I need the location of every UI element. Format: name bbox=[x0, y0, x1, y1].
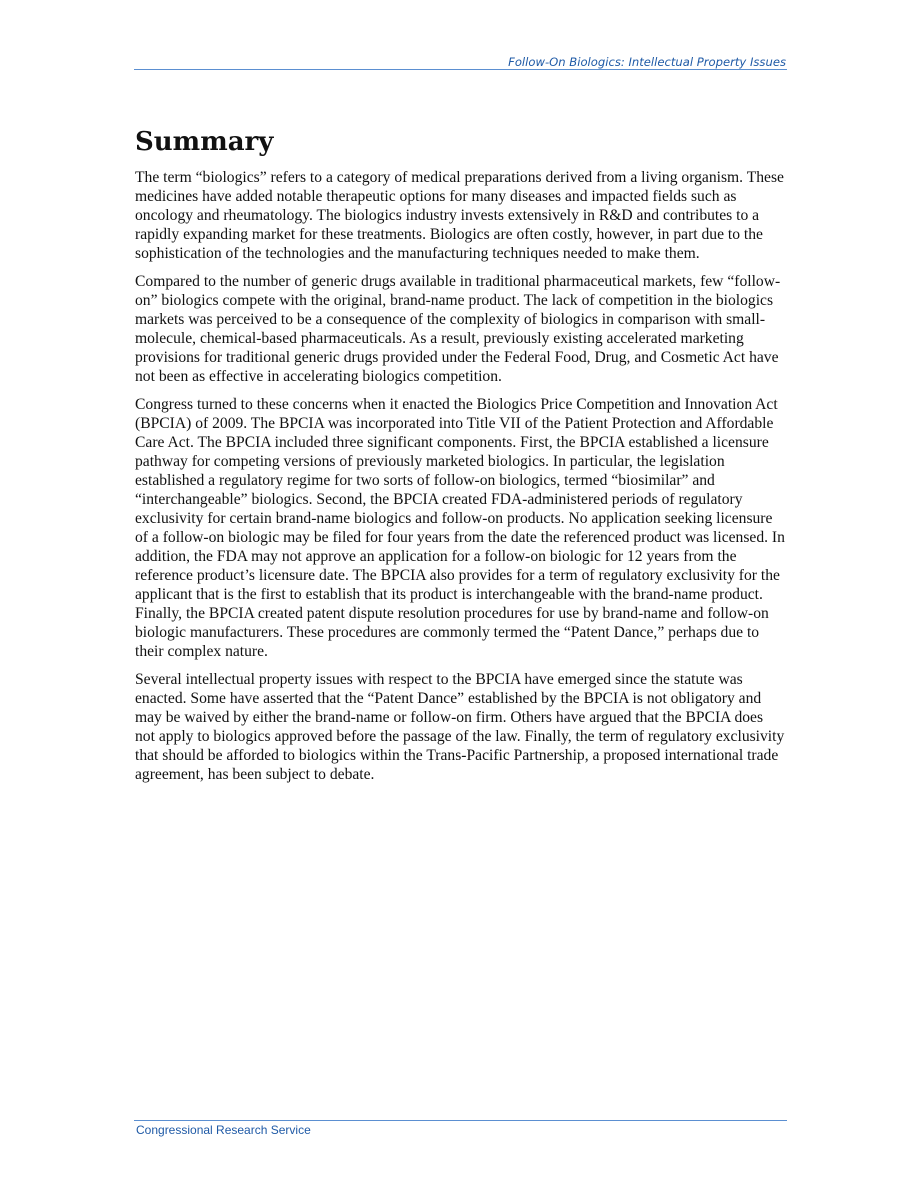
header-divider bbox=[134, 69, 787, 70]
summary-paragraph-1: The term “biologics” refers to a category of medical preparations derived from a living organism. These medicines have added notable therapeutic options for many diseases and impacted fields such as oncology and rheumatology. The biologics industry invests extensively in R&D and contributes to a rapidly expanding market for these treatments. Biologics are often costly, however, in part due to the sophistication of the technologies and the manufacturing techniques needed to make them. bbox=[135, 169, 784, 262]
footer-organization: Congressional Research Service bbox=[136, 1123, 311, 1137]
footer-divider bbox=[134, 1120, 787, 1121]
page-title: Summary bbox=[135, 127, 274, 157]
running-header-title: Follow-On Biologics: Intellectual Property Issues bbox=[508, 55, 786, 69]
summary-paragraph-4: Several intellectual property issues with respect to the BPCIA have emerged since the statute was enacted. Some have asserted that the “Patent Dance” established by the BPCIA is not obligatory and may be waived by either the brand-name or follow-on firm. Others have argued that the BPCIA does not apply to biologics approved before the passage of the law. Finally, the term of regulatory exclusivity that should be afforded to biologics within the Trans-Pacific Partnership, a proposed international trade agreement, has been subject to debate. bbox=[135, 671, 785, 783]
summary-section bbox=[135, 122, 785, 793]
summary-paragraph-3: Congress turned to these concerns when it enacted the Biologics Price Competition and Innovation Act (BPCIA) of 2009. The BPCIA was incorporated into Title VII of the Patient Protection and Affordable Care Act. The BPCIA included three significant components. First, the BPCIA established a licensure pathway for competing versions of previously marketed biologics. In particular, the legislation established a regulatory regime for two sorts of follow-on biologics, termed “biosimilar” and “interchangeable” biologics. Second, the BPCIA created FDA-administered periods of regulatory exclusivity for certain brand-name biologics and follow-on products. No application seeking licensure of a follow-on biologic may be filed for four years from the date the referenced product was licensed. In addition, the FDA may not approve an application for a follow-on biologic for 12 years from the reference product’s licensure date. The BPCIA also provides for a term of regulatory exclusivity for the applicant that is the first to establish that its product is interchangeable with the brand-name product. Finally, the BPCIA created patent dispute resolution procedures for use by brand-name and follow-on biologic manufacturers. These procedures are commonly termed the “Patent Dance,” perhaps due to their complex nature. bbox=[135, 396, 785, 660]
summary-paragraph-2: Compared to the number of generic drugs available in traditional pharmaceutical markets, few “follow-on” biologics compete with the original, brand-name product. The lack of competition in the biologics markets was perceived to be a consequence of the complexity of biologics in comparison with small-molecule, chemical-based pharmaceuticals. As a result, previously existing accelerated marketing provisions for traditional generic drugs provided under the Federal Food, Drug, and Cosmetic Act have not been as effective in accelerating biologics competition. bbox=[135, 273, 781, 385]
